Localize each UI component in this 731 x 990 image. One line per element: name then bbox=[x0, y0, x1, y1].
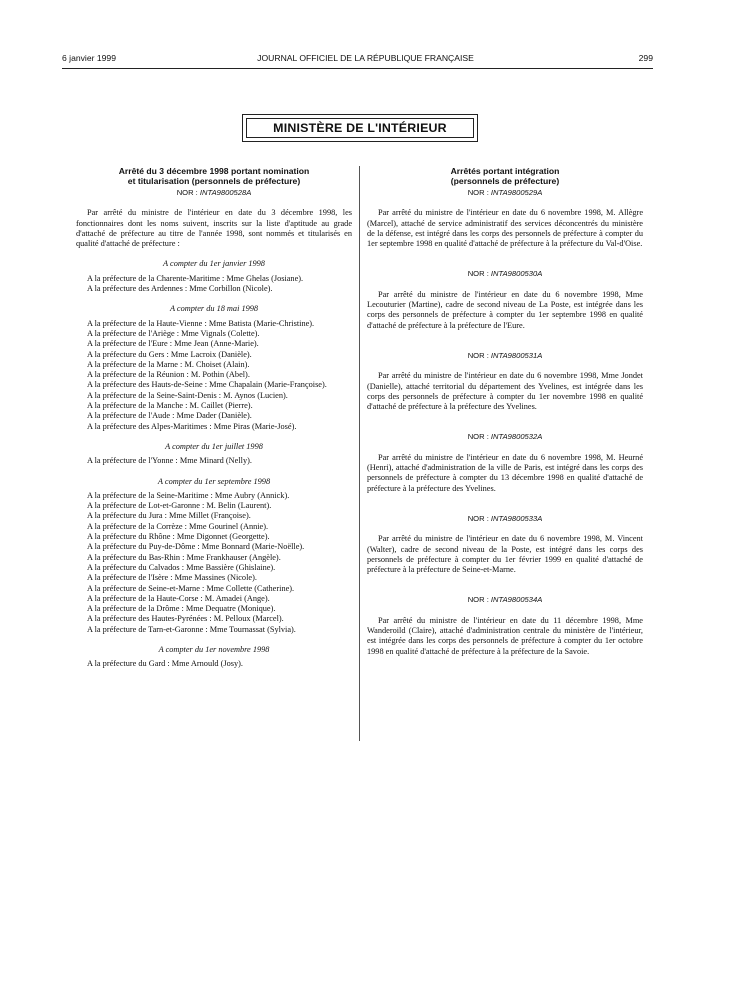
list-item: A la préfecture de la Marne : M. Choiset (Alain). bbox=[87, 359, 250, 369]
nor-label: NOR : bbox=[176, 188, 198, 197]
header-page-number: 299 bbox=[638, 53, 653, 63]
list-item: A la préfecture de l'Ariège : Mme Vignals (Colette). bbox=[87, 328, 260, 338]
list-item: A la préfecture des Hautes-Pyrénées : M. Pelloux (Marcel). bbox=[87, 614, 284, 624]
nor-code: INTA9800529A bbox=[490, 188, 543, 197]
list-item: A la préfecture de la Haute-Corse : M. Amadei (Ange). bbox=[87, 593, 270, 603]
right-title-line-2: (personnels de préfecture) bbox=[450, 176, 560, 186]
nor-label: NOR : bbox=[467, 513, 491, 523]
entry-nor bbox=[367, 351, 643, 361]
entry-nor bbox=[367, 595, 643, 605]
nor-code: INTA9800530A bbox=[490, 269, 543, 279]
list-item: A la préfecture du Gers : Mme Lacroix (Danièle). bbox=[87, 349, 252, 359]
list-item: A la préfecture de la Seine-Saint-Denis : M. Aynos (Lucien). bbox=[87, 390, 288, 400]
ministry-box bbox=[242, 114, 478, 142]
list-item: A la préfecture de la Charente-Maritime : Mme Ghelas (Josiane). bbox=[87, 273, 304, 283]
nor-label: NOR : bbox=[467, 595, 491, 605]
nor-label: NOR : bbox=[467, 188, 491, 197]
list-item: A la préfecture de la Manche : M. Caillet (Pierre). bbox=[87, 401, 253, 411]
left-intro-paragraph: Par arrêté du ministre de l'intérieur en date du 3 décembre 1998, les fonctionnaires dont les noms suivent, inscrits sur la liste d'aptitude au grade d'attaché de préfecture au titre de l'année 1998, sont nommés et titularisés en qualité d'attaché de préfecture : bbox=[76, 208, 352, 249]
list-item: A la préfecture de la Drôme : Mme Dequatre (Monique). bbox=[87, 604, 276, 614]
list-item: A la préfecture du Gard : Mme Arnould (Josy). bbox=[87, 659, 243, 669]
header-journal-title: JOURNAL OFFICIEL DE LA RÉPUBLIQUE FRANÇAISE bbox=[257, 53, 474, 63]
list-item: A la préfecture de l'Aude : Mme Dader (Danièle). bbox=[87, 411, 252, 421]
list-item: A la préfecture de la Haute-Vienne : Mme Batista (Marie-Christine). bbox=[87, 318, 315, 328]
entry-nor bbox=[367, 514, 643, 524]
nor-label: NOR : bbox=[467, 350, 491, 360]
nor-code: INTA9800531A bbox=[490, 350, 543, 360]
right-title bbox=[367, 166, 643, 186]
list-item: A la préfecture du Puy-de-Dôme : Mme Bonnard (Marie-Noëlle). bbox=[87, 542, 305, 552]
list-item: A la préfecture des Ardennes : Mme Corbillon (Nicole). bbox=[87, 284, 273, 294]
list-item: A la préfecture du Jura : Mme Millet (Françoise). bbox=[87, 511, 251, 521]
entry-paragraph: Par arrêté du ministre de l'intérieur en date du 6 novembre 1998, M. Allègre (Marcel), attaché de service administratif des services déconcentrés du ministère de la défense, est intégré dans les corps des personnels de préfecture à compter du 1er septembre 1998 en qualité d'attaché de préfecture à la préfecture du Val-d'Oise. bbox=[367, 208, 643, 249]
nor-label: NOR : bbox=[467, 432, 491, 442]
list-item: A la préfecture de l'Eure : Mme Jean (Anne-Marie). bbox=[87, 339, 259, 349]
left-column bbox=[76, 166, 352, 670]
list-item: A la préfecture du Bas-Rhin : Mme Frankhauser (Angèle). bbox=[87, 552, 281, 562]
entry-paragraph: Par arrêté du ministre de l'intérieur en date du 6 novembre 1998, Mme Jondet (Danielle), attaché territorial du département des Yvelines, est intégrée dans les corps des personnels de préfecture à compter du 1er novembre 1998 en qualité d'attaché de préfecture à la préfecture des Yvelines. bbox=[367, 371, 643, 412]
entry-paragraph: Par arrêté du ministre de l'intérieur en date du 6 novembre 1998, Mme Lecouturier (Martine), cadre de second niveau de La Poste, est intégrée dans les corps des personnels de préfecture à compter du 1er septembre 1998 en qualité d'attaché de préfecture à la préfecture de l'Eure. bbox=[367, 289, 643, 330]
list-item: A la préfecture de l'Isère : Mme Massines (Nicole). bbox=[87, 573, 257, 583]
header-rule bbox=[62, 68, 653, 69]
appointment-section bbox=[76, 645, 352, 670]
section-heading: A compter du 1er novembre 1998 bbox=[158, 644, 270, 654]
nor-code: INTA9800533A bbox=[490, 513, 543, 523]
ministry-title: MINISTÈRE DE L'INTÉRIEUR bbox=[246, 118, 474, 138]
list-item: A la préfecture du Rhône : Mme Digonnet (Georgette). bbox=[87, 532, 270, 542]
nor-code: INTA9800528A bbox=[199, 188, 252, 197]
left-title-line-1: Arrêté du 3 décembre 1998 portant nomination bbox=[118, 166, 310, 176]
section-heading: A compter du 1er juillet 1998 bbox=[165, 441, 263, 451]
right-entries bbox=[367, 188, 643, 657]
section-heading: A compter du 1er janvier 1998 bbox=[163, 259, 265, 269]
entry-paragraph: Par arrêté du ministre de l'intérieur en date du 6 novembre 1998, M. Heurné (Henri), attaché d'administration de la ville de Paris, est intégré dans les corps des personnels de préfecture à compter du 13 décembre 1998 en qualité d'attaché de préfecture à la préfecture des Yvelines. bbox=[367, 452, 643, 493]
list-item: A la préfecture de l'Yonne : Mme Minard (Nelly). bbox=[87, 456, 252, 466]
list-item: A la préfecture de Tarn-et-Garonne : Mme Tournassat (Sylvia). bbox=[87, 624, 296, 634]
left-title-line-2: et titularisation (personnels de préfecture) bbox=[127, 176, 301, 186]
list-item: A la préfecture du Calvados : Mme Bassière (Ghislaine). bbox=[87, 562, 276, 572]
list-item: A la préfecture des Hauts-de-Seine : Mme Chapalain (Marie-Françoise). bbox=[87, 380, 327, 390]
appointment-section bbox=[76, 442, 352, 467]
right-title-line-1: Arrêtés portant intégration bbox=[450, 166, 560, 176]
right-column bbox=[367, 166, 643, 657]
nor-code: INTA9800532A bbox=[490, 432, 543, 442]
list-item: A la préfecture de la Réunion : M. Pothin (Abel). bbox=[87, 370, 250, 380]
list-item: A la préfecture de Lot-et-Garonne : M. Belin (Laurent). bbox=[87, 501, 272, 511]
list-item: A la préfecture des Alpes-Maritimes : Mme Piras (Marie-José). bbox=[87, 421, 297, 431]
nor-label: NOR : bbox=[467, 269, 491, 279]
section-heading: A compter du 1er septembre 1998 bbox=[157, 476, 271, 486]
list-item: A la préfecture de la Seine-Maritime : Mme Aubry (Annick). bbox=[87, 490, 290, 500]
appointment-section bbox=[76, 304, 352, 432]
left-nor bbox=[76, 188, 352, 198]
left-title bbox=[76, 166, 352, 186]
appointment-section bbox=[76, 259, 352, 294]
section-heading: A compter du 18 mai 1998 bbox=[169, 304, 259, 314]
header-date: 6 janvier 1999 bbox=[62, 53, 116, 63]
appointment-section bbox=[76, 477, 352, 635]
entry-nor bbox=[367, 188, 643, 198]
entry-nor bbox=[367, 269, 643, 279]
list-item: A la préfecture de la Corrèze : Mme Gourinel (Annie). bbox=[87, 521, 269, 531]
entry-paragraph: Par arrêté du ministre de l'intérieur en date du 6 novembre 1998, M. Vincent (Walter), cadre de second niveau de la Poste, est intégré dans les corps des personnels de préfecture à compter du 1er février 1999 en qualité d'attaché de préfecture à la préfecture de Seine-et-Marne. bbox=[367, 534, 643, 575]
entry-paragraph: Par arrêté du ministre de l'intérieur en date du 11 décembre 1998, Mme Wanderoild (Claire), attaché d'administration centrale du ministère de l'intérieur, est intégrée dans les corps des personnels de préfecture à compter du 1er octobre 1998 en qualité d'attaché de préfecture à la préfecture de la Savoie. bbox=[367, 615, 643, 656]
column-divider bbox=[359, 166, 360, 741]
left-sections bbox=[76, 259, 352, 669]
list-item: A la préfecture de Seine-et-Marne : Mme Collette (Catherine). bbox=[87, 583, 295, 593]
nor-code: INTA9800534A bbox=[490, 595, 543, 605]
entry-nor bbox=[367, 432, 643, 442]
